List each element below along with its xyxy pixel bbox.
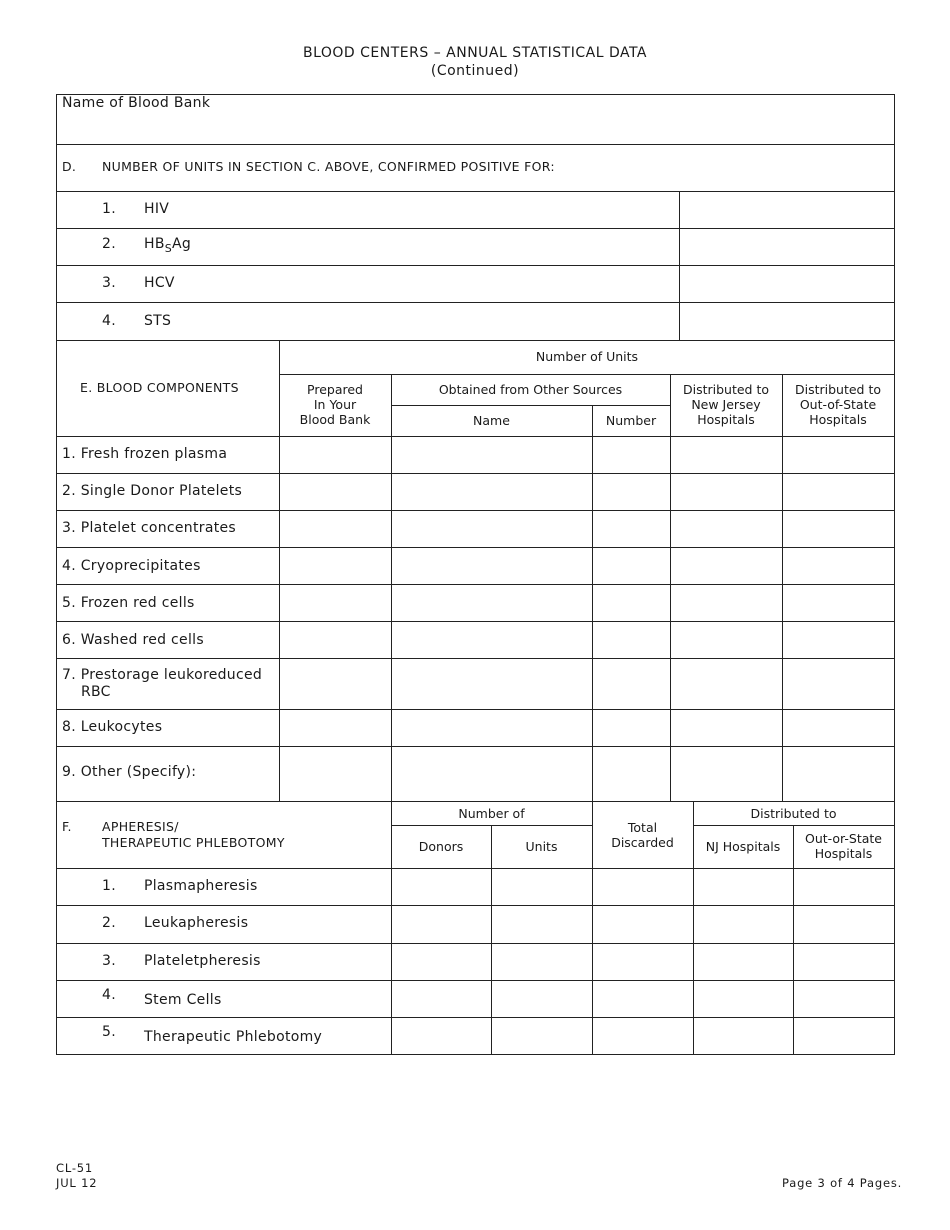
rule [56, 340, 895, 341]
name-of-blood-bank-label: Name of Blood Bank [62, 95, 211, 111]
f-item-num: 1. [102, 878, 116, 894]
rule [56, 302, 895, 303]
component-row-label: 8. Leukocytes [62, 719, 163, 735]
col-prepared-header: Prepared In Your Blood Bank [299, 382, 371, 427]
component-row-label: 1. Fresh frozen plasma [62, 446, 228, 462]
d-item-hcv: HCV [144, 275, 175, 291]
f-item-num: 2. [102, 915, 116, 931]
form-id: CL-51 [56, 1161, 94, 1175]
section-f-heading-1: APHERESIS/ [102, 819, 179, 834]
section-f-heading-2: THERAPEUTIC PHLEBOTOMY [102, 835, 285, 850]
border-left [56, 340, 57, 1055]
col-donors-header: Donors [418, 839, 464, 854]
col-number-header: Number [605, 413, 657, 428]
section-d-value-divider [679, 191, 680, 340]
component-row-label: 3. Platelet concentrates [62, 520, 237, 536]
component-row-label: 5. Frozen red cells [62, 595, 195, 611]
col-total-discarded-header: Total Discarded [611, 820, 674, 850]
rule [56, 1054, 895, 1055]
rule [56, 228, 895, 229]
section-d-letter: D. [62, 159, 77, 174]
f-item-label: Leukapheresis [144, 915, 249, 931]
page-number: Page 3 of 4 Pages. [782, 1176, 903, 1190]
name-of-blood-bank-field[interactable] [60, 114, 890, 142]
d-item-hbsag: $HB_SAg$ [144, 236, 192, 255]
component-row-label: 7. Prestorage leukoreduced [62, 667, 263, 683]
rule [693, 825, 895, 826]
d-item-num: 4. [102, 313, 116, 329]
d-item-hiv: HIV [144, 201, 170, 217]
rule [56, 801, 895, 802]
number-of-header: Number of [458, 806, 525, 821]
section-d-heading: NUMBER OF UNITS IN SECTION C. ABOVE, CONFIRMED POSITIVE FOR: [102, 159, 555, 174]
hcv-count-field[interactable] [681, 267, 893, 301]
f-item-num: 5. [102, 1024, 116, 1040]
f-item-num: 3. [102, 953, 116, 969]
form-date: JUL 12 [56, 1176, 98, 1190]
d-item-num: 1. [102, 201, 116, 217]
border-left [56, 94, 57, 340]
form-title: BLOOD CENTERS – ANNUAL STATISTICAL DATA [302, 45, 648, 61]
col-oos-hospitals-header: Out-or-State Hospitals [805, 831, 882, 861]
form-subtitle: (Continued) [430, 63, 520, 79]
hiv-count-field[interactable] [681, 193, 893, 227]
distributed-to-header: Distributed to [750, 806, 837, 821]
section-f-entry-grid[interactable] [392, 869, 894, 1054]
f-item-label: Plasmapheresis [144, 878, 258, 894]
hbsag-count-field[interactable] [681, 230, 893, 264]
component-row-label: RBC [81, 684, 111, 700]
border-right [894, 94, 895, 340]
f-item-label: Stem Cells [144, 992, 222, 1008]
d-item-num: 2. [102, 236, 116, 252]
d-item-sts: STS [144, 313, 172, 329]
col-nj-hospitals-header: NJ Hospitals [705, 839, 781, 854]
col-name-header: Name [473, 413, 510, 428]
section-e-entry-grid[interactable] [280, 437, 894, 800]
f-item-label: Therapeutic Phlebotomy [144, 1029, 323, 1045]
component-row-label: 6. Washed red cells [62, 632, 204, 648]
f-item-num: 4. [102, 987, 116, 1003]
sts-count-field[interactable] [681, 304, 893, 339]
rule [56, 144, 895, 145]
d-item-num: 3. [102, 275, 116, 291]
rule [279, 374, 895, 375]
number-of-units-header: Number of Units [535, 349, 639, 364]
col-obtained-header: Obtained from Other Sources [438, 382, 623, 397]
border-right [894, 340, 895, 1055]
f-item-label: Plateletpheresis [144, 953, 261, 969]
component-row-label: 4. Cryoprecipitates [62, 558, 201, 574]
section-f-letter: F. [62, 819, 72, 834]
rule [391, 405, 670, 406]
component-row-label: 9. Other (Specify): [62, 764, 197, 780]
col-units-header: Units [525, 839, 558, 854]
rule [56, 191, 895, 192]
section-e-heading: E. BLOOD COMPONENTS [80, 380, 239, 395]
component-row-label: 2. Single Donor Platelets [62, 483, 243, 499]
rule [56, 265, 895, 266]
col-dist-nj-header: Distributed to New Jersey Hospitals [682, 382, 770, 427]
col-dist-oos-header: Distributed to Out-of-State Hospitals [794, 382, 882, 427]
